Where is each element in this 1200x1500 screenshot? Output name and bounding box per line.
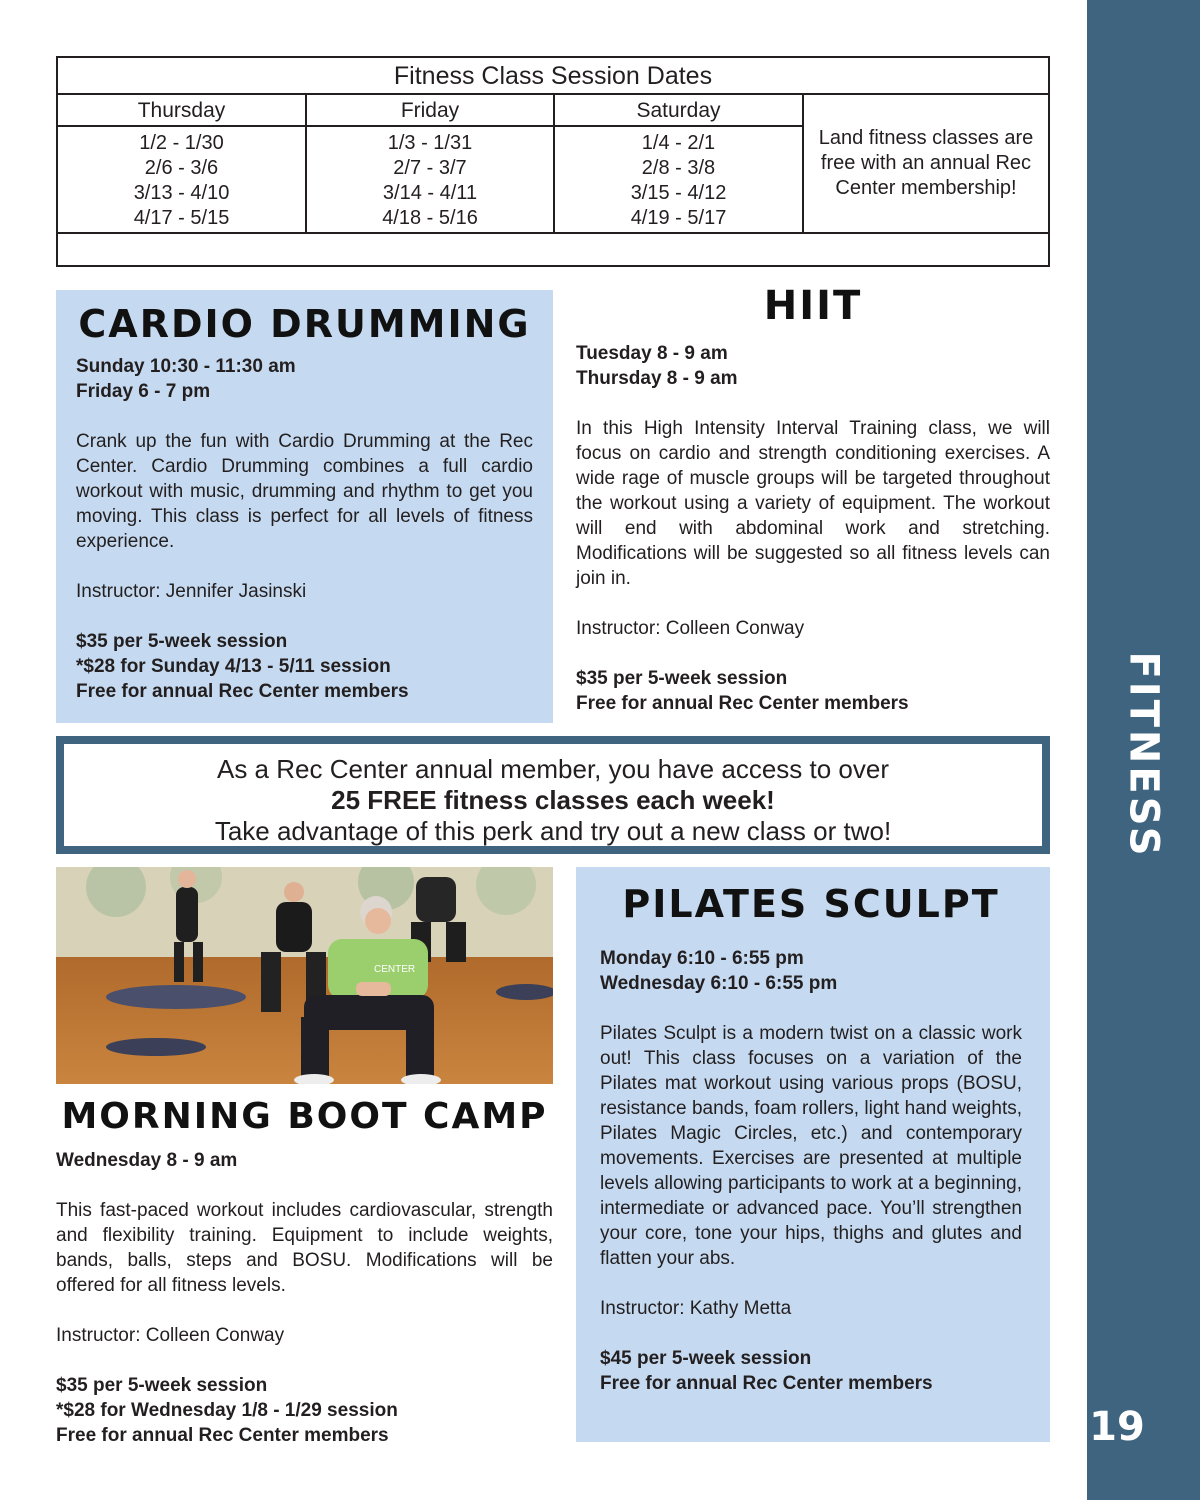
price-line: Free for annual Rec Center members xyxy=(576,693,909,714)
boot-camp-photo xyxy=(56,867,553,1084)
date-range: 4/19 - 5/17 xyxy=(630,207,727,229)
member-perk-banner xyxy=(56,736,1050,854)
price-line: $45 per 5-week session xyxy=(600,1348,812,1369)
cardio-drumming-block xyxy=(56,290,553,723)
banner-line: As a Rec Center annual member, you have access to over xyxy=(216,754,889,784)
date-range: 4/18 - 5/16 xyxy=(382,207,478,229)
class-time: Thursday 8 - 9 am xyxy=(576,368,738,389)
class-instructor: Instructor: Kathy Metta xyxy=(600,1298,792,1319)
class-time: Sunday 10:30 - 11:30 am xyxy=(76,356,296,377)
date-range: 2/7 - 3/7 xyxy=(393,157,467,179)
price-line: $35 per 5-week session xyxy=(56,1375,268,1396)
class-title: CARDIO DRUMMING xyxy=(78,302,531,346)
class-times xyxy=(576,341,1050,391)
column-header-saturday: Saturday xyxy=(555,95,804,127)
class-times xyxy=(76,354,533,404)
class-instructor: Instructor: Colleen Conway xyxy=(56,1325,285,1346)
class-time: Wednesday 8 - 9 am xyxy=(56,1150,238,1171)
date-range: 3/14 - 4/11 xyxy=(382,182,478,204)
class-description: Pilates Sculpt is a modern twist on a classic work out! This class focuses on a variation of the Pilates mat workout using various props (BOSU, resistance bands, foam rollers, light hand weights, Pilates Magic Circles, etc.) and contemporary movements. Exercises are presented at multiple levels allowing participants to work at a beginning, intermediate or advanced pace. You’ll strengthen your core, tone your hips, thighs and glutes and flatten your abs. xyxy=(600,1023,1022,1269)
date-range: 4/17 - 5/15 xyxy=(133,207,230,229)
hiit-block xyxy=(576,282,1050,722)
class-description: This fast-paced workout includes cardiovascular, strength and flexibility training. Equipment to include weights, bands, balls, steps and BOSU. Modifications will be offered for all fitness levels. xyxy=(56,1200,553,1296)
pilates-sculpt-block xyxy=(576,867,1050,1442)
class-times xyxy=(56,1148,553,1173)
date-range: 3/13 - 4/10 xyxy=(133,182,230,204)
column-header-friday: Friday xyxy=(307,95,555,127)
session-dates-table xyxy=(56,56,1050,267)
class-instructor: Instructor: Colleen Conway xyxy=(576,618,805,639)
date-range: 1/2 - 1/30 xyxy=(139,132,224,154)
price-line: Free for annual Rec Center members xyxy=(600,1373,933,1394)
class-title: MORNING BOOT CAMP xyxy=(61,1096,548,1137)
price-line: Free for annual Rec Center members xyxy=(76,681,409,702)
column-header-thursday: Thursday xyxy=(58,95,307,127)
membership-note: Land fitness classes are free with an annual Rec Center membership! xyxy=(804,95,1048,234)
table-title: Fitness Class Session Dates xyxy=(58,58,1048,95)
price-line: $35 per 5-week session xyxy=(576,668,788,689)
class-times xyxy=(600,946,1022,996)
class-time: Friday 6 - 7 pm xyxy=(76,381,211,402)
page-number: 19 xyxy=(1089,1404,1145,1450)
class-description: In this High Intensity Interval Training class, we will focus on cardio and strength conditioning exercises. A wide rage of muscle groups will be targeted throughout the workout using a variety of equipment. The workout will end with abdominal work and stretching. Modifications will be suggested so all fitness levels can join in. xyxy=(576,418,1050,589)
class-time: Tuesday 8 - 9 am xyxy=(576,343,728,364)
class-title: HIIT xyxy=(763,283,863,329)
class-pricing xyxy=(56,1373,553,1448)
price-line: Free for annual Rec Center members xyxy=(56,1425,389,1446)
saturday-dates xyxy=(555,127,804,234)
price-line: *$28 for Sunday 4/13 - 5/11 session xyxy=(76,656,391,677)
price-line: *$28 for Wednesday 1/8 - 1/29 session xyxy=(56,1400,398,1421)
class-time: Monday 6:10 - 6:55 pm xyxy=(600,948,804,969)
banner-highlight: 25 FREE fitness classes each week! xyxy=(331,785,775,815)
shirt-text: CENTER xyxy=(374,964,416,975)
date-range: 1/4 - 2/1 xyxy=(641,132,716,154)
class-description: Crank up the fun with Cardio Drumming at the Rec Center. Cardio Drumming combines a full cardio workout with music, drumming and rhythm to get you moving. This class is perfect for all levels of fitness experience. xyxy=(76,431,533,552)
date-range: 3/15 - 4/12 xyxy=(630,182,727,204)
friday-dates xyxy=(307,127,555,234)
class-title: PILATES SCULPT xyxy=(622,882,1000,926)
date-range: 1/3 - 1/31 xyxy=(387,132,473,154)
class-pricing xyxy=(600,1346,1022,1396)
banner-line: Take advantage of this perk and try out a new class or two! xyxy=(214,816,892,846)
date-range: 2/6 - 3/6 xyxy=(144,157,219,179)
class-pricing xyxy=(576,666,1050,716)
date-range: 2/8 - 3/8 xyxy=(641,157,716,179)
thursday-dates xyxy=(58,127,307,234)
class-pricing xyxy=(76,629,533,704)
section-label: FITNESS xyxy=(1120,651,1167,859)
price-line: $35 per 5-week session xyxy=(76,631,288,652)
class-instructor: Instructor: Jennifer Jasinski xyxy=(76,581,307,602)
morning-boot-camp-block xyxy=(56,1094,553,1464)
class-time: Wednesday 6:10 - 6:55 pm xyxy=(600,973,838,994)
